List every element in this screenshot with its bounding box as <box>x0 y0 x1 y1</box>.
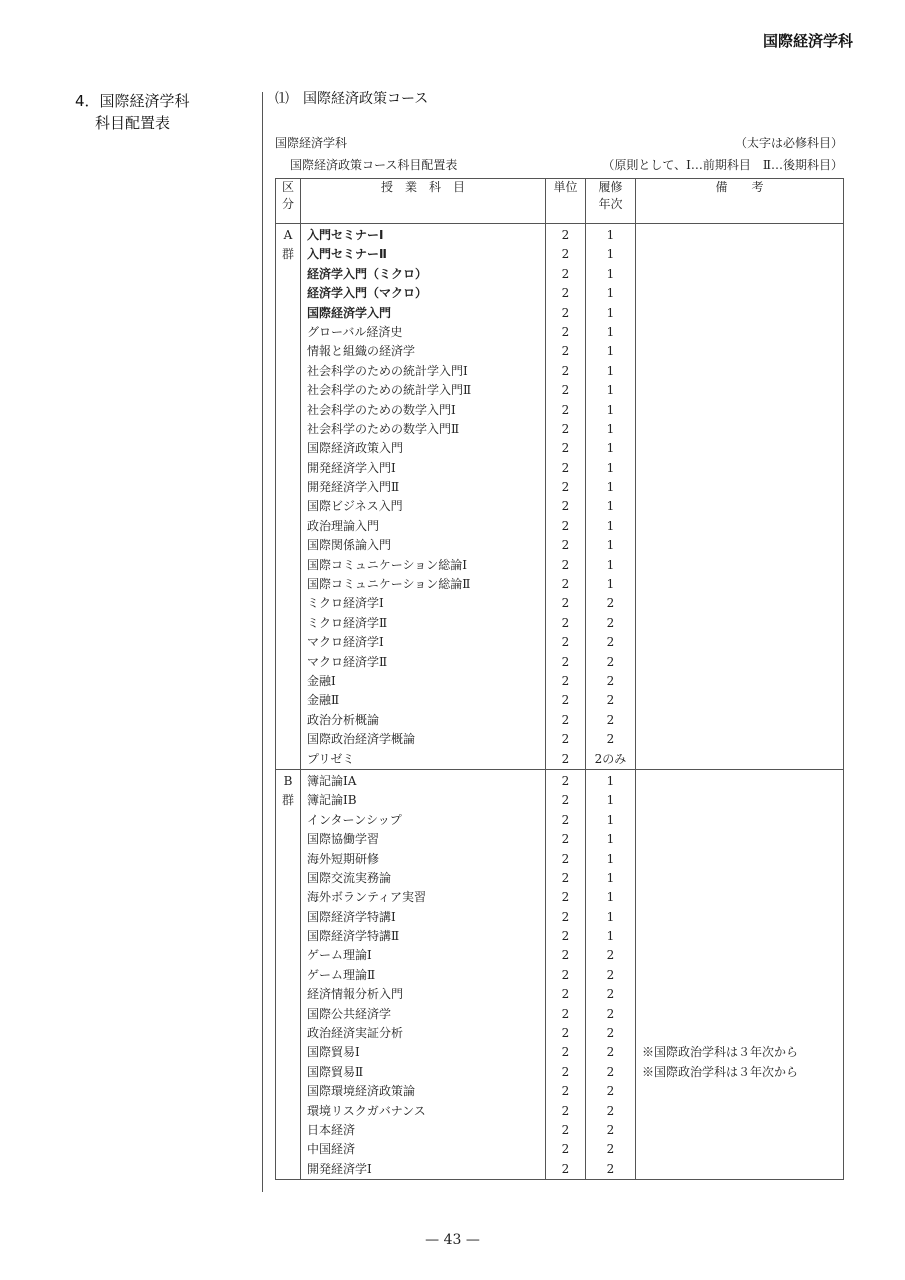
subject-units: 2 <box>561 773 570 788</box>
subject-units: 2 <box>561 344 570 359</box>
subject-name: 国際環境経済政策論 <box>307 1084 416 1099</box>
subject-name: 入門セミナーⅡ <box>307 247 387 262</box>
subject-name: インターンシップ <box>307 812 402 827</box>
vertical-divider <box>262 92 263 1192</box>
subject-units: 2 <box>561 363 570 378</box>
subject-remark: ※国際政治学科は３年次から <box>642 1045 799 1060</box>
subject-year: 1 <box>606 383 615 398</box>
subject-name: 国際関係論入門 <box>307 538 392 553</box>
subject-remark <box>642 614 843 633</box>
subject-name: 経済学入門（マクロ） <box>307 286 428 301</box>
subject-remark <box>642 517 843 536</box>
subject-units: 2 <box>561 480 570 495</box>
subject-remark <box>642 284 843 303</box>
subject-units: 2 <box>561 538 570 553</box>
subject-year: 2 <box>606 635 615 650</box>
subject-remark <box>642 1102 843 1121</box>
subject-year: 2 <box>606 596 615 611</box>
group-a-remarks <box>636 224 844 770</box>
subject-year: 1 <box>606 538 615 553</box>
subject-units: 2 <box>561 635 570 650</box>
subject-name: 開発経済学入門Ⅱ <box>307 480 400 495</box>
subject-remark <box>642 811 843 830</box>
subject-name: 国際貿易Ⅱ <box>307 1064 364 1079</box>
subject-name: 金融Ⅰ <box>307 673 336 688</box>
subject-remark <box>642 362 843 381</box>
subject-year: 2 <box>606 1161 615 1176</box>
subject-units: 2 <box>561 712 570 727</box>
subject-remark <box>642 1005 843 1024</box>
subject-units: 2 <box>561 1103 570 1118</box>
subject-name: プリゼミ <box>307 751 355 766</box>
subject-remark <box>642 850 843 869</box>
subject-units: 2 <box>561 1122 570 1137</box>
course-title: ⑴ 国際経済政策コース <box>275 91 429 107</box>
subject-remark <box>642 672 843 691</box>
subject-year: 2 <box>606 693 615 708</box>
subject-units: 2 <box>561 421 570 436</box>
subject-name: 国際経済学特講Ⅰ <box>307 909 396 924</box>
subject-units: 2 <box>561 967 570 982</box>
subject-units: 2 <box>561 948 570 963</box>
subject-name: 社会科学のための数学入門Ⅱ <box>307 421 460 436</box>
subject-units: 2 <box>561 812 570 827</box>
subject-remark <box>642 691 843 710</box>
subject-name: 国際公共経済学 <box>307 1006 392 1021</box>
subject-units: 2 <box>561 557 570 572</box>
subject-year: 2 <box>606 1142 615 1157</box>
page-number: — 43 — <box>425 1232 480 1248</box>
subject-year: 1 <box>606 499 615 514</box>
group-a-label: A 群 <box>276 224 301 770</box>
subject-units: 2 <box>561 247 570 262</box>
group-b-years <box>586 769 636 1179</box>
subject-year: 1 <box>606 247 615 262</box>
subject-units: 2 <box>561 441 570 456</box>
subject-units: 2 <box>561 793 570 808</box>
subject-remark <box>642 1140 843 1159</box>
subject-units: 2 <box>561 1026 570 1041</box>
subject-remark <box>642 927 843 946</box>
subject-remark <box>642 304 843 323</box>
subject-units: 2 <box>561 460 570 475</box>
subject-remark <box>642 908 843 927</box>
subject-remark <box>642 226 843 245</box>
subject-remark <box>642 1082 843 1101</box>
subject-year: 2 <box>606 1045 615 1060</box>
subject-name: 開発経済学入門Ⅰ <box>307 460 396 475</box>
subheader-row-2 <box>290 156 843 173</box>
subject-year: 1 <box>606 228 615 242</box>
subject-remark <box>642 730 843 749</box>
subject-year: 1 <box>606 577 615 592</box>
subject-name: 環境リスクガバナンス <box>307 1103 426 1118</box>
bold-legend: （太字は必修科目） <box>734 136 843 150</box>
subject-name: 中国経済 <box>307 1142 356 1157</box>
subject-units: 2 <box>561 1064 570 1079</box>
subject-name: 社会科学のための統計学入門Ⅱ <box>307 383 472 398</box>
subject-units: 2 <box>561 832 570 847</box>
subject-remark <box>642 497 843 516</box>
header-subject: 授 業 科 目 <box>301 179 546 224</box>
subject-name: 国際経済学入門 <box>307 305 392 320</box>
subject-remark <box>642 653 843 672</box>
subject-units: 2 <box>561 228 570 242</box>
subject-remark <box>642 245 843 264</box>
subject-year: 2 <box>606 1103 615 1118</box>
subject-year: 1 <box>606 305 615 320</box>
subject-units: 2 <box>561 518 570 533</box>
group-b-remarks <box>636 769 844 1179</box>
subject-remark <box>642 772 843 791</box>
subject-year: 1 <box>606 870 615 885</box>
table-title: 国際経済政策コース科目配置表 <box>290 158 458 172</box>
subject-name: 国際経済学特講Ⅱ <box>307 929 400 944</box>
subject-year: 1 <box>606 441 615 456</box>
subject-units: 2 <box>561 909 570 924</box>
group-a-subjects <box>301 224 546 770</box>
subject-units: 2 <box>561 890 570 905</box>
subject-year: 2 <box>606 1026 615 1041</box>
subject-year: 2 <box>606 1122 615 1137</box>
subject-name: 政治分析概論 <box>307 712 380 727</box>
subject-remark <box>642 536 843 555</box>
subject-year: 1 <box>606 890 615 905</box>
subject-name: 経済学入門（ミクロ） <box>307 266 428 281</box>
subject-remark <box>642 791 843 810</box>
subject-remark <box>642 888 843 907</box>
subject-name: 社会科学のための統計学入門Ⅰ <box>307 363 468 378</box>
subject-units: 2 <box>561 1142 570 1157</box>
subject-units: 2 <box>561 286 570 301</box>
subject-remark: ※国際政治学科は３年次から <box>642 1064 799 1079</box>
subject-remark <box>642 830 843 849</box>
subject-year: 1 <box>606 557 615 572</box>
subject-units: 2 <box>561 266 570 281</box>
subject-name: 国際貿易Ⅰ <box>307 1045 360 1060</box>
subject-name: ミクロ経済学Ⅱ <box>307 615 388 630</box>
subject-name: 国際政治経済学概論 <box>307 732 416 747</box>
group-b-subjects <box>301 769 546 1179</box>
subject-year: 1 <box>606 402 615 417</box>
subject-remark <box>642 985 843 1004</box>
subject-name: 海外短期研修 <box>307 851 380 866</box>
subject-remark <box>642 401 843 420</box>
subject-name: 国際協働学習 <box>307 832 380 847</box>
subject-name: ゲーム理論Ⅱ <box>307 967 376 982</box>
subject-remark <box>642 946 843 965</box>
subject-remark <box>642 575 843 594</box>
subject-year: 2 <box>606 732 615 747</box>
course-table <box>275 178 844 1180</box>
subject-remark <box>642 1121 843 1140</box>
subject-units: 2 <box>561 673 570 688</box>
subject-name: 情報と組織の経済学 <box>307 344 416 359</box>
subject-name: 経済情報分析入門 <box>307 987 404 1002</box>
subject-units: 2 <box>561 596 570 611</box>
group-a-years <box>586 224 636 770</box>
subject-remark <box>642 966 843 985</box>
subject-remark <box>642 594 843 613</box>
subject-units: 2 <box>561 751 570 766</box>
subject-name: ゲーム理論Ⅰ <box>307 948 372 963</box>
subject-units: 2 <box>561 1045 570 1060</box>
group-b-block <box>276 769 844 1179</box>
subject-name: 政治経済実証分析 <box>307 1026 404 1041</box>
subject-year: 1 <box>606 793 615 808</box>
subject-year: 1 <box>606 421 615 436</box>
subject-name: 金融Ⅱ <box>307 693 340 708</box>
subject-units: 2 <box>561 383 570 398</box>
subject-remark <box>642 420 843 439</box>
subject-name: マクロ経済学Ⅱ <box>307 654 388 669</box>
subject-year: 1 <box>606 324 615 339</box>
subject-year: 1 <box>606 286 615 301</box>
term-note: （原則として、Ⅰ…前期科目 Ⅱ…後期科目） <box>602 158 843 172</box>
subject-year: 1 <box>606 480 615 495</box>
subject-units: 2 <box>561 732 570 747</box>
subheader-dept: 国際経済学科 <box>275 136 348 150</box>
subject-year: 2 <box>606 948 615 963</box>
subject-year: 2 <box>606 615 615 630</box>
group-a-units <box>546 224 586 770</box>
subject-name: 国際交流実務論 <box>307 870 392 885</box>
subject-remark <box>642 869 843 888</box>
subject-name: 入門セミナーⅠ <box>307 228 384 242</box>
group-b-units <box>546 769 586 1179</box>
subject-name: 簿記論ⅠA <box>307 773 357 788</box>
subject-year: 1 <box>606 266 615 281</box>
subject-units: 2 <box>561 324 570 339</box>
subject-name: 日本経済 <box>307 1122 356 1137</box>
subject-name: マクロ経済学Ⅰ <box>307 635 384 650</box>
subject-name: 国際コミュニケーション総論Ⅱ <box>307 577 471 592</box>
subject-units: 2 <box>561 654 570 669</box>
subject-year: 1 <box>606 518 615 533</box>
subject-units: 2 <box>561 929 570 944</box>
subject-year: 2 <box>606 1006 615 1021</box>
subject-units: 2 <box>561 499 570 514</box>
table-header-row <box>276 179 844 224</box>
subject-remark <box>642 556 843 575</box>
section-heading <box>75 90 190 134</box>
subject-name: 国際コミュニケーション総論Ⅰ <box>307 557 468 572</box>
subject-year: 2 <box>606 1064 615 1079</box>
header-kubun: 区分 <box>276 179 301 224</box>
subject-year: 2 <box>606 712 615 727</box>
subject-year: 2 <box>606 987 615 1002</box>
subject-year: 2のみ <box>594 751 627 766</box>
subject-units: 2 <box>561 987 570 1002</box>
subject-units: 2 <box>561 851 570 866</box>
subject-remark <box>642 439 843 458</box>
subject-year: 1 <box>606 929 615 944</box>
subject-units: 2 <box>561 615 570 630</box>
subject-remark <box>642 711 843 730</box>
subject-name: 簿記論ⅠB <box>307 793 357 808</box>
department-header: 国際経済学科 <box>762 32 853 50</box>
subject-remark <box>642 750 843 769</box>
subject-year: 1 <box>606 851 615 866</box>
subject-year: 1 <box>606 909 615 924</box>
header-year: 履修 年次 <box>586 179 636 224</box>
subject-units: 2 <box>561 305 570 320</box>
subject-year: 2 <box>606 673 615 688</box>
subject-year: 2 <box>606 654 615 669</box>
subject-units: 2 <box>561 577 570 592</box>
subject-units: 2 <box>561 1161 570 1176</box>
section-heading-line2: 科目配置表 <box>95 114 171 132</box>
subject-year: 1 <box>606 363 615 378</box>
subject-units: 2 <box>561 402 570 417</box>
subject-name: 開発経済学Ⅰ <box>307 1161 372 1176</box>
subject-remark <box>642 381 843 400</box>
subheader-row-1 <box>275 134 843 151</box>
subject-units: 2 <box>561 693 570 708</box>
subject-remark <box>642 1160 843 1179</box>
subject-name: 政治理論入門 <box>307 518 380 533</box>
subject-remark <box>642 459 843 478</box>
subject-year: 1 <box>606 832 615 847</box>
subject-year: 1 <box>606 460 615 475</box>
subject-name: ミクロ経済学Ⅰ <box>307 596 384 611</box>
subject-year: 1 <box>606 344 615 359</box>
subject-year: 2 <box>606 1084 615 1099</box>
subject-name: グローバル経済史 <box>307 324 403 339</box>
section-heading-line1: 4．国際経済学科 <box>75 92 190 110</box>
subject-units: 2 <box>561 1084 570 1099</box>
subject-year: 1 <box>606 773 615 788</box>
subject-remark <box>642 1024 843 1043</box>
subject-remark <box>642 265 843 284</box>
subject-remark <box>642 478 843 497</box>
subject-year: 1 <box>606 812 615 827</box>
group-b-label: B 群 <box>276 769 301 1179</box>
subject-remark <box>642 342 843 361</box>
subject-year: 2 <box>606 967 615 982</box>
subject-remark <box>642 323 843 342</box>
subject-name: 国際ビジネス入門 <box>307 499 403 514</box>
subject-name: 社会科学のための数学入門Ⅰ <box>307 402 456 417</box>
header-remarks: 備 考 <box>636 179 844 224</box>
group-a-block <box>276 224 844 770</box>
header-units: 単位 <box>546 179 586 224</box>
subject-units: 2 <box>561 1006 570 1021</box>
subject-name: 海外ボランティア実習 <box>307 890 427 905</box>
subject-name: 国際経済政策入門 <box>307 441 404 456</box>
subject-remark <box>642 633 843 652</box>
subject-units: 2 <box>561 870 570 885</box>
